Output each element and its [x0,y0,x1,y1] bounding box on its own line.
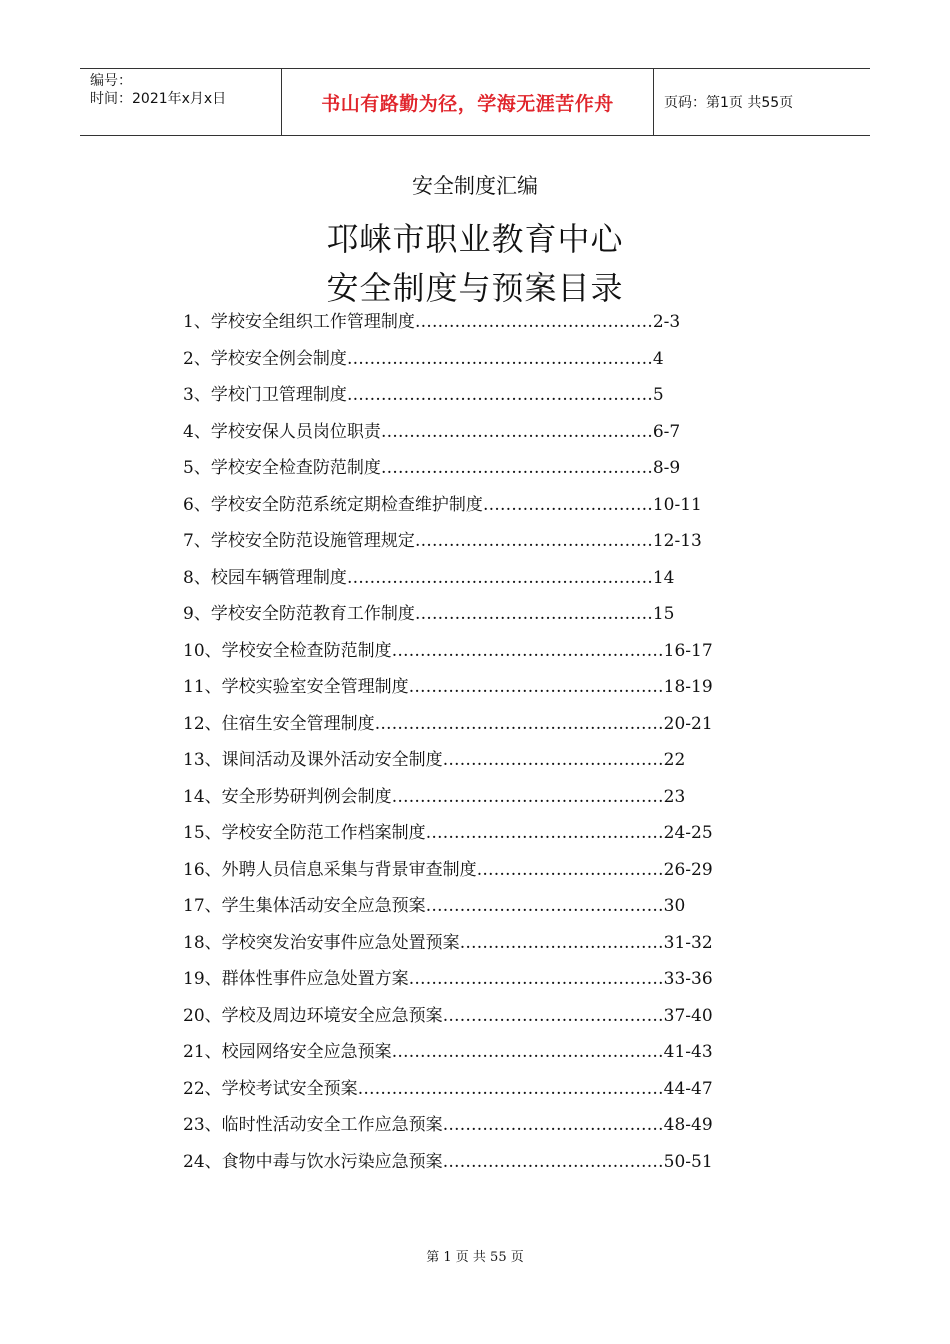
toc-item: 4、学校安保人员岗位职责…………………………………………6-7 [183,421,681,442]
toc-item: 9、学校安全防范教育工作制度……………………………………15 [183,604,675,624]
toc-item: 19、群体性事件应急处置方案………………………………………33-36 [183,969,713,989]
toc-item: 5、学校安全检查防范制度…………………………………………8-9 [183,458,681,478]
number-label: 编号： [90,73,132,89]
toc-item: 7、学校安全防范设施管理规定……………………………………12-13 [183,531,702,551]
toc-item: 13、课间活动及课外活动安全制度…………………………………22 [183,750,686,770]
toc-item: 11、学校实验室安全管理制度………………………………………18-19 [183,677,713,697]
header-motto-cell [282,69,654,135]
toc-item: 12、住宿生安全管理制度……………………………………………20-21 [183,713,713,734]
time-label: 时间：2021年x月x日 [90,91,227,107]
toc-item: 3、学校门卫管理制度………………………………………………5 [183,385,664,405]
document-title-line2: 安全制度与预案目录 [326,269,624,307]
toc-item: 14、安全形势研判例会制度…………………………………………23 [183,786,686,807]
toc-item: 15、学校安全防范工作档案制度……………………………………24-25 [183,823,713,843]
toc-item: 24、食物中毒与饮水污染应急预案…………………………………50-51 [183,1151,713,1172]
toc-item: 16、外聘人员信息采集与背景审查制度……………………………26-29 [183,859,713,880]
toc-item: 10、学校安全检查防范制度…………………………………………16-17 [183,640,713,661]
page-info-text: 页码：第1页 共55页 [664,95,794,111]
motto-text: 书山有路勤为径，学海无涯苦作舟 [321,92,614,115]
toc-item: 17、学生集体活动安全应急预案……………………………………30 [183,896,686,916]
toc-item: 21、校园网络安全应急预案…………………………………………41-43 [183,1042,713,1062]
document-subtitle: 安全制度汇编 [412,174,538,198]
header-page-info [654,69,870,135]
document-title-line1: 邛崃市职业教育中心 [326,220,624,258]
page-footer: 第 1 页 共 55 页 [426,1250,524,1265]
toc-item: 2、学校安全例会制度………………………………………………4 [183,348,664,369]
toc-item: 8、校园车辆管理制度………………………………………………14 [183,567,675,588]
table-of-contents [183,304,783,1180]
toc-item: 22、学校考试安全预案………………………………………………44-47 [183,1078,713,1099]
toc-item: 18、学校突发治安事件应急处置预案………………………………31-32 [183,932,713,953]
header-meta [80,69,282,135]
toc-item: 20、学校及周边环境安全应急预案…………………………………37-40 [183,1005,713,1026]
page-header [80,68,870,136]
toc-item: 23、临时性活动安全工作应急预案…………………………………48-49 [183,1115,713,1135]
toc-item: 6、学校安全防范系统定期检查维护制度…………………………10-11 [183,494,702,515]
toc-item: 1、学校安全组织工作管理制度……………………………………2-3 [183,312,681,332]
